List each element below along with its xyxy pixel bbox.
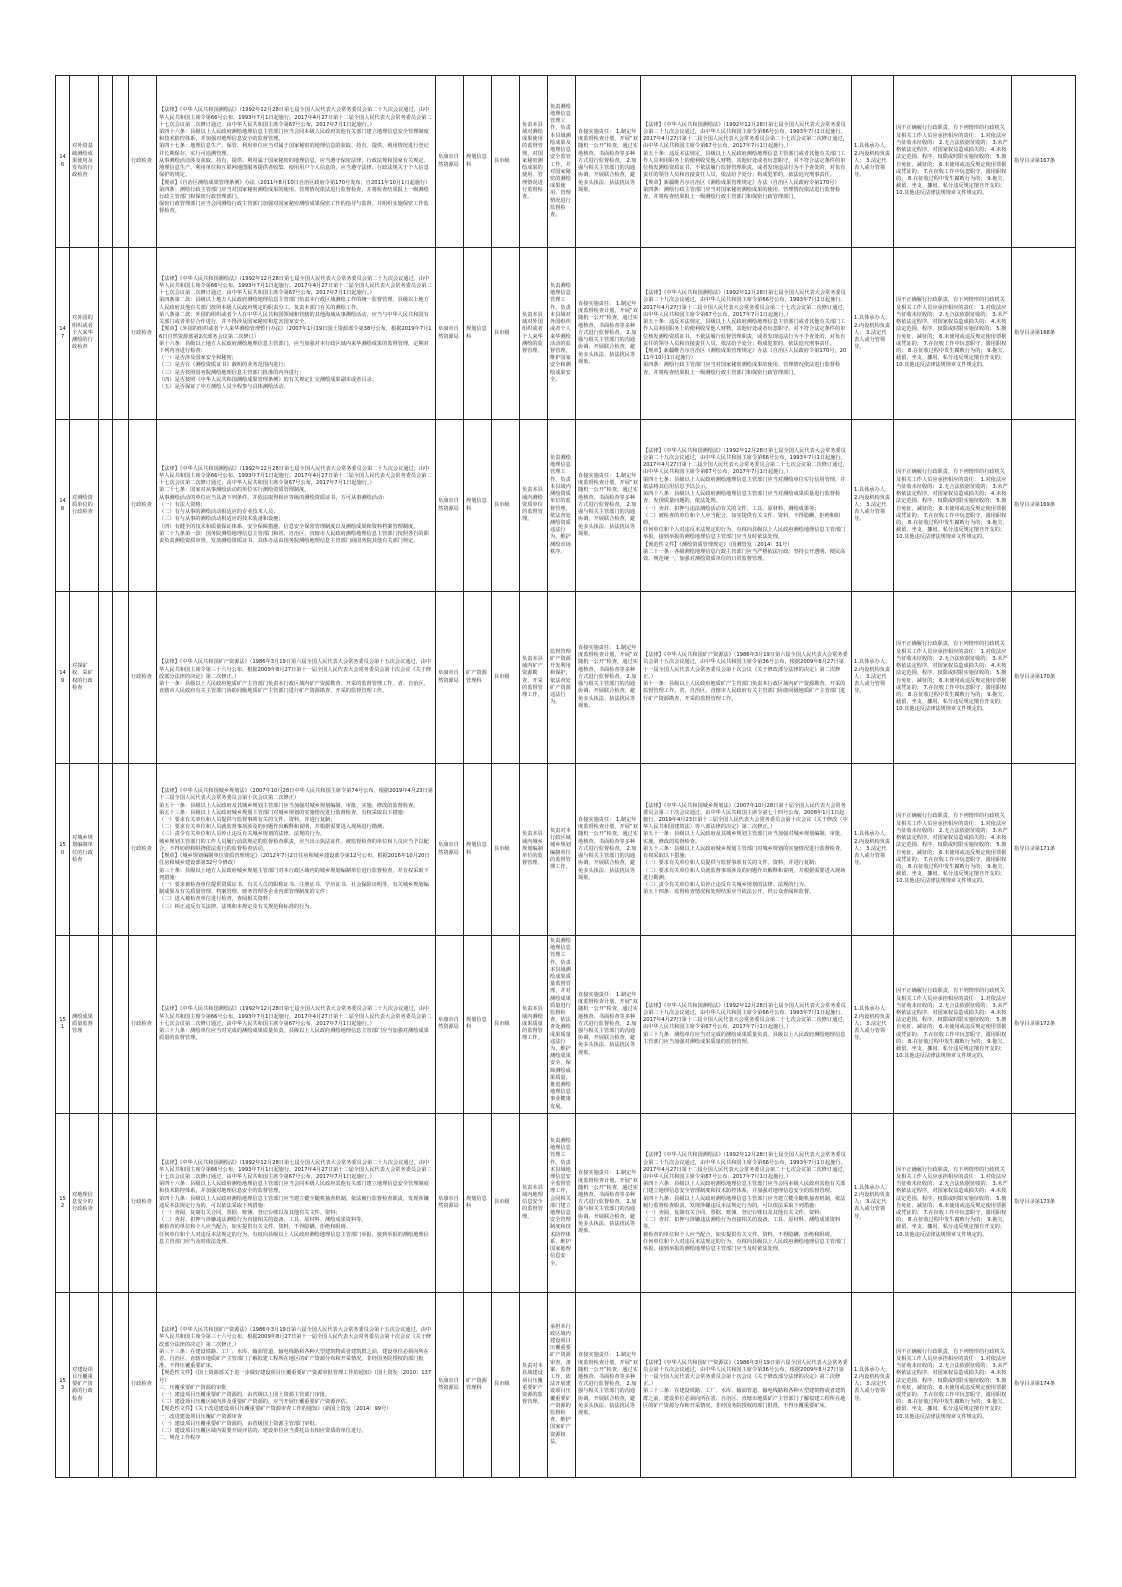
office: 规划信息科 [464,76,492,248]
office: 规划信息科 [464,936,492,1114]
row-number: 151 [56,936,70,1114]
accountability-basis: 【法律】《中华人民共和国测绘法》（1992年12月28日第七届全国人民代表大会常务委员会第二十九次会议通过，由中华人民共和国主席令第66号公布，1993年7月1日起施行。2017年4月27日第十二届全国人民代表大会常务委员会第二十七次会议第二次修订通过，由中华人民共和国主席令第67号公布，2017年7月1日起施行。） 第五十条：违反本法规定，县级以上人民政府测绘地理信息主管部门或者其他有关部门工作人员利用职务上的便利收受他人财物，其他好处或者玩忽职守，对不符合法定条件的单位核发测绘资质证书，不依法履行监督管理职责，或者发现违法行为不予查处的，对负有责任的领导人员和直接责任人员，依法给予处分；构成犯罪的，依法追究刑事责任。 【规章】新疆维吾尔自治区《测绘成果管理规定》办法（自治区人民政府令第170号） 第四条：测绘行政主管部门应当对国家秘密测绘成果的使用、管理情况依法进行监督检查，并将检查结果报上一级测绘行政主管部门和保密行政管理部门。 [641,76,852,248]
row-number: 148 [56,420,70,592]
item-name: 对城乡规划编制单位的行政检查 [70,764,99,936]
power-type: 行政检查 [129,764,157,936]
catalog-reference: 指导目录第171条 [1012,764,1076,936]
table-row [56,248,1076,420]
table-row [56,1292,1076,1477]
row-number: 150 [56,764,70,936]
table-body [56,76,1076,1478]
responsibility: 负责测绘地理信息管理工作，负责本县域对外国组织或者个人来华测绘活动的监督管理，维护国家安全和测绘成果安全。 [548,248,576,420]
responsibility: 监督管理矿产资源开发利用和保护，依法查处矿产资源违法行为。 [548,592,576,764]
sub-item-cell [99,76,113,248]
implementation-duty: 直接实施责任： 1.制定年度监督检查计划，开展“双随机一公开”检查，通过实地核查、书面检查等多种方式进行监督检查。 2.加强与相关主管部门的沟通协调，开展联合检查，避免多头执法、执法扰民等现象。 [576,592,641,764]
sub-item-cell [99,1292,113,1477]
sub-item-cell [99,420,113,592]
catalog-reference: 指导目录第167条 [1012,76,1076,248]
responsible-persons: 1.具体承办人； 2.内设机构负责人； 3.法定代表人或分管领导。 [852,936,894,1114]
row-number: 153 [56,1292,70,1477]
catalog-reference: 指导目录第170条 [1012,592,1076,764]
power-type: 行政检查 [129,592,157,764]
item-name: 对测绘资质单位的行政检查 [70,420,99,592]
accountability-basis: 【法律】《中华人民共和国测绘法》（1992年12月28日第七届全国人民代表大会常务委员会第二十九次会议通过，由中华人民共和国主席令第66号公布，1993年7月1日起施行。2017年4月27日第十二届全国人民代表大会常务委员会第二十七次会议第二次修订通过，由中华人民共和国主席令第67号公布，2017年7月1日起施行。） 第四十七条：县级以上人民政府测绘地理信息主管部门应当对测绘单位实行信用管理，并依法将其信用信息予以公示。 第四十八条：县级以上人民政府测绘地理信息主管部门应当对测绘成果质量进行监督检查，发现质量问题的，依法处理。 （一）查封、扣押与违法测绘活动有关的文件、工具、原材料、测绘成果等； （二）被检查的单位和个人应当配合，如实提供有关文件、资料，不得隐瞒、拒绝和阻碍。 任何单位和个人对违反本法规定的行为，有权向县级以上人民政府测绘地理信息主管部门举报。接到举报的测绘地理信息主管部门应当及时依法处理。 【规范性文件】《测绘资质管理规定》（国测管发〔2014〕31号） 第二十一条：各级测绘地理信息行政主管部门应当严格依法行政，坚持公开透明、便民高效、规范统一，加强对测绘资质单位的日常监督管理。 [641,420,852,592]
department: 阜康市自然资源局 [436,1292,464,1477]
code-cell [113,1113,129,1292]
legal-basis: 【法律】《中华人民共和国测绘法》（1992年12月28日第七届全国人民代表大会常务委员会第二十九次会议通过，由中华人民共和国主席令第66号公布，1993年7月1日起施行。2017年4月27日第十二届全国人民代表大会常务委员会第二十七次会议第二次修订通过，由中华人民共和国主席令第67号公布，2017年7月1日起施行。） 第四十六条：县级以上人民政府测绘地理信息主管部门应当会同本级人民政府其他有关部门建立地理信息安全管理制度和技术防控体系，并加强对地理信息安全的监督管理。 第四十九条：县级以上人民政府测绘地理信息主管部门应当建立健全随机抽查机制，依法履行监督检查职责，发现涉嫌违反本法规定行为的，可以依法采取下列措施： （一）查阅、复制有关合同、票据、账簿、登记台账以及其他有关文件、资料； （二）查封、扣押与涉嫌违法测绘行为直接相关的设备、工具、原材料、测绘成果资料等。 被检查的单位和个人应当配合，如实提供有关文件、资料，不得隐瞒、拒绝和阻碍。 任何单位和个人对违反本法规定的行为，有权向县级以上人民政府测绘地理信息主管部门举报。接到举报的测绘地理信息主管部门应当及时依法处理。 [157,1113,436,1292]
accountability-basis: 【法律】《中华人民共和国矿产资源法》（1986年3月19日第六届全国人民代表大会常务委员会第十五次会议通过，由中华人民共和国主席令第36号公布，根据2009年8月27日第十一届全国人民代表大会常务委员会第十次会议《关于修改部分法律的决定》第二次修正。） 第十一条：县级以上人民政府地质矿产主管部门负责本行政区域内矿产资源勘查、开采的监督管理工作。省、自治区、直辖市人民政府有关主管部门协助同级地质矿产主管部门进行矿产资源勘查、开采的监督管理工作。 [641,592,852,764]
responsibility: 负责测绘地理信息管理工作，负责本县域测绘成果及地理信息安全监管工作，并对国家秘密的测绘成果使用、管理情况进行监督检查。 [548,76,576,248]
code-cell [113,936,129,1114]
catalog-reference: 指导目录第168条 [1012,248,1076,420]
legal-basis: 【法律】《中华人民共和国测绘法》（1992年12月28日第七届全国人民代表大会常务委员会第二十九次会议通过，由中华人民共和国主席令第66号公布，1993年7月1日起施行。2017年4月27日第十二届全国人民代表大会常务委员会第二十七次会议第二次修订通过，由中华人民共和国主席令第67号公布，2017年7月1日起施行。） 第四条第二款：县级以上地方人民政府测绘地理信息主管部门负责本行政区域测绘工作的统一监督管理，县级以上地方人民政府其他有关部门按照本级人民政府规定的职责分工，负责本部门有关的测绘工作。 第八条第二款：外国的组织或者个人在中华人民共和国领域和管辖的其他海域从事测绘活动，应当与中华人民共和国有关部门或者单位合作进行，并不得涉及国家秘密和危害国家安全。 【规章】《外国的组织或者个人来华测绘管理暂行办法》（2007年1月19日国土资源部令第38号公布，根据2019年7月16日自然资源部第2次部务会议第二次修订） 第十六条：县级以上地方人民政府测绘地理信息主管部门，应当加强对本行政区域内来华测绘成果的监督管理，定期对下列内容进行检查： （一）是否涉及国家安全和秘密； （二）是否在《测绘资质证书》载明的业务范围内进行； （三）是否按照国务院测绘地理信息主管部门批准的内容进行； （四）是否按照《中华人民共和国测绘成果管理条例》的有关规定汇交测绘成果副本或者目录； （五）是否保证了中方测绘人员全程参与具体测绘活动。 [157,248,436,420]
responsible-persons: 1.具体承办人； 2.内设机构负责人； 3.法定代表人或分管领导。 [852,592,894,764]
power-type: 行政检查 [129,420,157,592]
row-number: 152 [56,1113,70,1292]
row-number: 147 [56,248,70,420]
accountability-cases: 因不正确履行行政职责，有下列情形的行政机关及相关工作人员应承担相应的责任： 1.对依法应当征收未征收的； 2.无合法依据征收的； 3.未严格依法定程序，对国家权益造成损失的； 4.未按法定范围、程序、权限或时限实施征收的； 5.擅自免征、减征的； 6.未使用或违反规定使用票据或凭证的； 7.在征收工作中玩忽职守、滥用职权的； 8.在征收过程中发生腐败行为的； 9.拖欠、截留、坐支、挪用、私分违反规定擅自开支的； 10.其他违反法律法规规章文件规定的。 [894,936,1012,1114]
power-type: 行政检查 [129,1292,157,1477]
department: 阜康市自然资源局 [436,248,464,420]
duty-description: 负责本县域内地理信息安全的监督管理。 [520,1113,548,1292]
power-type: 行政检查 [129,1113,157,1292]
code-cell [113,1292,129,1477]
level: 县市级 [492,1292,520,1477]
responsibility: 负责对本行政区域城乡规划编制单位的监督管理工作。 [548,764,576,936]
implementation-duty: 直接实施责任： 1.制定年度监督检查计划，开展“双随机一公开”检查，通过实地核查、书面检查等多种方式进行监督检查。 2.加强与相关主管部门的沟通协调，开展联合检查，避免多头执法、执法扰民等现象。 [576,76,641,248]
level: 县市级 [492,936,520,1114]
duty-description: 负责本县域内矿产资源勘查、开采的监督管理工作。 [520,592,548,764]
item-name: 对建设项目压覆重要矿产资源的行政检查 [70,1292,99,1477]
department: 阜康市自然资源局 [436,1113,464,1292]
responsible-persons: 1.具体承办人； 2.内设机构负责人； 3.法定代表人或分管领导。 [852,248,894,420]
code-cell [113,76,129,248]
catalog-reference: 指导目录第173条 [1012,1113,1076,1292]
implementation-duty: 直接实施责任： 1.制定年度监督检查计划，开展“双随机一公开”检查，通过实地核查、书面检查等多种方式进行监督检查。 2.加强与相关主管部门的沟通协调，开展联合检查，避免多头执法、执法扰民等现象。 [576,1292,641,1477]
responsible-persons: 1.具体承办人； 2.内设机构负责人； 3.法定代表人或分管领导。 [852,764,894,936]
legal-basis: 【法律】《中华人民共和国城乡规划法》（2007年10月28日中华人民共和国主席令第74号公布，根据2019年4月23日第十三届全国人民代表大会常务委员会第十次会议第二次修正） 第五十一条：县级以上人民政府及其城乡规划主管部门应当加强对城乡规划编制、审批、实施、修改的监督检查。 第五十三条：县级以上人民政府城乡规划主管部门对城乡规划的实施情况进行监督检查，有权采取以下措施： （一）要求有关单位和人员提供与监督事项有关的文件、资料，并进行复制； （二）要求有关单位和人员就监督事项涉及的问题作出解释和说明，并根据需要进入现场进行勘测； （三）责令有关单位和人员停止违反有关城乡规划的法律、法规的行为。 城乡规划主管部门的工作人员履行前款规定的监督检查职责，应当出示执法证件。被监督检查的单位和人员应当予以配合，不得妨碍和阻挠依法进行的监督检查活动。 【规章】《城乡规划编制单位资质管理规定》（2012年7月2日住房和城乡建设部令第12号公布，根据2016年10月20日住房和城乡建设部第32号令修改） 第三十条：县级以上地方人民政府城乡规划主管部门对本行政区域内的城乡规划编制单位进行监督检查，并有权采取下列措施： （一）要求被检查单位提供资质证书、有关人员的职称证书、注册证书、学历证书、社会保险证明等，有关城乡规划编制成果及有关质量管理、档案管理、财务管理等企业内部管理制度的文件； （二）进入被检查单位进行检查，查阅相关资料； （三）纠正违反有关法律、法规和本规定及有关规范和标准的行为。 [157,764,436,936]
sub-item-cell [99,1113,113,1292]
code-cell [113,420,129,592]
item-name: 对外国的组织或者个人来华测绘的行政检查 [70,248,99,420]
catalog-reference: 指导目录第174条 [1012,1292,1076,1477]
level: 县市级 [492,420,520,592]
implementation-duty: 直接实施责任： 1.制定年度监督检查计划，开展“双随机一公开”检查，通过实地核查、书面检查等多种方式进行监督检查。 2.加强与相关主管部门的沟通协调，开展联合检查，避免多头执法、执法扰民等现象。 [576,1113,641,1292]
responsible-persons: 1.具体承办人； 2.内设机构负责人； 3.法定代表人或分管领导。 [852,420,894,592]
implementation-duty: 直接实施责任： 1.制定年度监督检查计划，开展“双随机一公开”检查，通过实地核查、书面检查等多种方式进行监督检查。 2.加强与相关主管部门的沟通协调，开展联合检查，避免多头执法、执法扰民等现象。 [576,420,641,592]
implementation-duty: 直接实施责任： 1.制定年度监督检查计划，开展“双随机一公开”检查，通过实地核查、书面检查等多种方式进行监督检查。 2.加强与相关主管部门的沟通协调，开展联合检查，避免多头执法、执法扰民等现象。 [576,936,641,1114]
level: 县市级 [492,248,520,420]
accountability-cases: 因不正确履行行政职责，有下列情形的行政机关及相关工作人员应承担相应的责任： 1.对依法应当征收未征收的； 2.无合法依据征收的； 3.未严格依法定程序，对国家权益造成损失的； 4.未按法定范围、程序、权限或时限实施征收的； 5.擅自免征、减征的； 6.未使用或违反规定使用票据或凭证的； 7.在征收工作中玩忽职守、滥用职权的； 8.在征收过程中发生腐败行为的； 9.拖欠、截留、坐支、挪用、私分违反规定擅自开支的； 10.其他违反法律法规规章文件规定的。 [894,248,1012,420]
accountability-basis: 【法律】《中华人民共和国测绘法》（1992年12月28日第七届全国人民代表大会常务委员会第二十九次会议通过，由中华人民共和国主席令第66号公布，1993年7月1日起施行。2017年4月27日第十二届全国人民代表大会常务委员会第二十七次会议第二次修订通过，由中华人民共和国主席令第67号公布，2017年7月1日起施行。） 第三十九条：测绘单位应当对完成的测绘成果质量负责。县级以上人民政府测绘地理信息主管部门应当加强对测绘成果质量的监督管理。 [641,936,852,1114]
responsibility: 负责测绘地理信息管理工作，负责本县域地理信息安全监督管理工作，会同相关部门建立地理信息安全管理制度和技术防控体系，维护国家地理信息安全。 [548,1113,576,1292]
table-row [56,592,1076,764]
row-number: 149 [56,592,70,764]
sub-item-cell [99,248,113,420]
duty-description: 负责对本县域建设项目压覆重要矿产资源的监督管理。 [520,1292,548,1477]
duty-description: 负责本县域内城乡规划编制单位的监督管理。 [520,764,548,936]
office: 规划信息科 [464,764,492,936]
item-name: 对探矿权、采矿权的行政检查 [70,592,99,764]
accountability-basis: 【法律】《中华人民共和国城乡规划法》（2007年10月28日第十届全国人民代表大会常务委员会第三十次会议通过，由中华人民共和国主席令第七十四号公布，2008年1月1日起施行，2019年4月23日第十三届全国人民代表大会常务委员会第十次会议《关于修改〈中华人民共和国建筑法〉等八部法律的决定》第二次修正。） 第五十一条：县级以上人民政府及其城乡规划主管部门应当加强对城乡规划编制、审批、实施、修改的监督检查。 第五十三条：县级以上人民政府城乡规划主管部门对城乡规划的实施情况进行监督检查，有权采取以下措施： （一）要求有关单位和人员提供与监督事项有关的文件、资料，并进行复制； （二）要求有关单位和人员就监督事项涉及的问题作出解释和说明，并根据需要进入现场进行勘测； （三）责令有关单位和人员停止违反有关城乡规划的法律、法规的行为。 第五十四条：监督检查情况和处理结果应当依法公开，供公众查阅和监督。 [641,764,852,936]
power-type: 行政检查 [129,248,157,420]
accountability-basis: 【法律】《中华人民共和国测绘法》（1992年12月28日第七届全国人民代表大会常务委员会第二十九次会议通过，由中华人民共和国主席令第66号公布，1993年7月1日起施行。2017年4月27日第十二届全国人民代表大会常务委员会第二十七次会议第二次修订通过，由中华人民共和国主席令第67号公布，2017年7月1日起施行。） 第四十六条：县级以上人民政府测绘地理信息主管部门应当会同本级人民政府其他有关部门建立地理信息安全管理制度和技术防控体系，并加强对地理信息安全的监督管理。 第四十九条：县级以上人民政府测绘地理信息主管部门应当建立健全随机抽查机制，依法履行监督检查职责，发现涉嫌违反本法规定行为的，可以依法采取下列措施： （一）查阅、复制有关合同、票据、账簿、登记台账以及其他有关文件、资料； （二）查封、扣押与涉嫌违法测绘行为直接相关的设备、工具、原材料、测绘成果资料等。 被检查的单位和个人应当配合，如实提供有关文件、资料，不得隐瞒、拒绝和阻碍。 任何单位和个人对违反本法规定的行为，有权向县级以上人民政府测绘地理信息主管部门举报。接到举报的测绘地理信息主管部门应当及时依法处理。 [641,1113,852,1292]
responsibility: 承担本行政区域内建设项目压覆重要矿产资源审查、备案、监督工作，依法开展建设项目压覆重要矿产资源的监督检查，维护国家矿产资源权益。 [548,1292,576,1477]
table-row [56,936,1076,1114]
power-type: 行政检查 [129,76,157,248]
item-name: 对地理信息安全的行政检查 [70,1113,99,1292]
office: 规划信息科 [464,1113,492,1292]
implementation-duty: 直接实施责任： 1.制定年度监督检查计划，开展“双随机一公开”检查，通过实地核查、书面检查等多种方式进行监督检查。 2.加强与相关主管部门的沟通协调，开展联合检查，避免多头执法、执法扰民等现象。 [576,248,641,420]
legal-basis: 【法律】《中华人民共和国矿产资源法》（1986年3月19日第六届全国人民代表大会常务委员会第十五次会议通过，由中华人民共和国主席令第三十六号公布，根据2009年8月27日第十一届全国人民代表大会常务委员会第十次会议《关于修改部分法律的决定》第二次修正。） 第三十三条：在建设铁路、工厂、水库、输油管道、输电线路和各种大型建筑物或者建筑群之前，建设单位必须向所在省、自治区、直辖市地质矿产主管部门了解拟建工程所在地区的矿产资源分布和开采情况。非经国务院授权的部门批准，不得压覆重要矿床。 【规范性文件】《国土资源部关于进一步做好建设项目压覆重要矿产资源审批管理工作的通知》（国土资发〔2010〕137号） 三、压覆重要矿产资源的审批 （一）建设项目压覆重要矿产资源的，由省级以上国土资源主管部门审批。 （二）建设项目压覆区域内涉及重要矿产资源的，应当开展压覆重要矿产资源评估。 【规范性文件】《关于改进建设项目压覆重要矿产资源审查工作的通知》（新国土资发〔2014〕99号） 一、改进建设项目压覆矿产资源审查 （一）建设项目压覆重要矿产资源的，由省级国土资源主管部门审批。 （二）建设项目压覆区域内需要开展评估的，建设单位应当委托具有相应资质的单位进行。 二、规范工作程序 [157,1292,436,1477]
legal-basis: 【法律】《中华人民共和国测绘法》（1992年12月28日第七届全国人民代表大会常务委员会第二十九次会议通过，由中华人民共和国主席令第66号公布，1993年7月1日起施行。2017年4月27日第十二届全国人民代表大会常务委员会第二十七次会议第二次修订通过，由中华人民共和国主席令第67号公布，2017年7月1日起施行。） 第四十六条：县级以上人民政府测绘地理信息主管部门应当会同本级人民政府其他有关部门建立地理信息安全管理制度和技术防控体系，并加强对地理信息安全的监督管理。 第四十七条：地理信息生产、保管、利用单位应当对属于国家秘密的地理信息的获取、持有、提供、利用情况进行登记并长期保存，实行可追溯管理。 从事测绘活动涉及获取、持有、提供、利用属于国家秘密的地理信息，应当遵守保密法律、行政法规和国家有关规定。 地理信息生产、利用单位和互联网地图服务提供者收集、使用用户个人信息的，应当遵守法律、行政法规关于个人信息保护的规定。 【规章】《自治区测绘成果管理条例》办法（2011年8月10日自治区政府令第170号发布，自2011年10月1日起施行） 第四条：测绘行政主管部门应当对国家秘密测绘成果的使用、管理情况依法进行监督检查，并将检查结果报上一级测绘行政主管部门和保密行政管理部门。 保密行政管理部门应当会同测绘行政主管部门加强对国家秘密测绘成果保密工作的指导与监督，并组织实施保密工作监督检查。 [157,76,436,248]
implementation-duty: 直接实施责任： 1.制定年度监督检查计划，开展“双随机一公开”检查，通过实地核查、书面检查等多种方式进行监督检查。 2.加强与相关主管部门的沟通协调，开展联合检查，避免多头执法、执法扰民等现象。 [576,764,641,936]
accountability-cases: 因不正确履行行政职责，有下列情形的行政机关及相关工作人员应承担相应的责任： 1.对依法应当征收未征收的； 2.无合法依据征收的； 3.未严格依法定程序，对国家权益造成损失的； 4.未按法定范围、程序、权限或时限实施征收的； 5.擅自免征、减征的； 6.未使用或违反规定使用票据或凭证的； 7.在征收工作中玩忽职守、滥用职权的； 8.在征收过程中发生腐败行为的； 9.拖欠、截留、坐支、挪用、私分违反规定擅自开支的； 10.其他违反法律法规规章文件规定的。 [894,1113,1012,1292]
sub-item-cell [99,764,113,936]
duty-description: 负责本县域对测绘成果使用的监督管理，对国家秘密测绘成果的使用、管理情况进行监督检查。 [520,76,548,248]
accountability-cases: 因不正确履行行政职责，有下列情形的行政机关及相关工作人员应承担相应的责任： 1.对依法应当征收未征收的； 2.无合法依据征收的； 3.未严格依法定程序，对国家权益造成损失的； 4.未按法定范围、程序、权限或时限实施征收的； 5.擅自免征、减征的； 6.未使用或违反规定使用票据或凭证的； 7.在征收工作中玩忽职守、滥用职权的； 8.在征收过程中发生腐败行为的； 9.拖欠、截留、坐支、挪用、私分违反规定擅自开支的； 10.其他违反法律法规规章文件规定的。 [894,764,1012,936]
responsible-persons: 1.具体承办人； 2.内设机构负责人； 3.法定代表人或分管领导。 [852,1113,894,1292]
accountability-cases: 因不正确履行行政职责，有下列情形的行政机关及相关工作人员应承担相应的责任： 1.对依法应当征收未征收的； 2.无合法依据征收的； 3.未严格依法定程序，对国家权益造成损失的； 4.未按法定范围、程序、权限或时限实施征收的； 5.擅自免征、减征的； 6.未使用或违反规定使用票据或凭证的； 7.在征收工作中玩忽职守、滥用职权的； 8.在征收过程中发生腐败行为的； 9.拖欠、截留、坐支、挪用、私分违反规定擅自开支的； 10.其他违反法律法规规章文件规定的。 [894,592,1012,764]
table-row [56,1113,1076,1292]
department: 阜康市自然资源局 [436,936,464,1114]
responsible-persons: 1.具体承办人； 2.内设机构负责人； 3.法定代表人或分管领导。 [852,1292,894,1477]
department: 阜康市自然资源局 [436,592,464,764]
level: 县市级 [492,764,520,936]
legal-basis: 【法律】《中华人民共和国矿产资源法》（1986年3月19日第六届全国人民代表大会常务委员会第十五次会议通过，由中华人民共和国主席令第三十六号公布，根据2009年8月27日第十一届全国人民代表大会常务委员会第十次会议《关于修改部分法律的决定》第二次修正。） 第十一条：县级以上人民政府地质矿产主管部门负责本行政区域内矿产资源勘查、开采的监督管理工作。省、自治区、直辖市人民政府有关主管部门协助同级地质矿产主管部门进行矿产资源勘查、开采的监督管理工作。 [157,592,436,764]
responsible-persons: 1.具体承办人； 2.内设机构负责人； 3.法定代表人或分管领导。 [852,76,894,248]
power-type: 行政检查 [129,936,157,1114]
department: 阜康市自然资源局 [436,764,464,936]
code-cell [113,764,129,936]
accountability-cases: 因不正确履行行政职责，有下列情形的行政机关及相关工作人员应承担相应的责任： 1.对依法应当征收未征收的； 2.无合法依据征收的； 3.未严格依法定程序，对国家权益造成损失的； 4.未按法定范围、程序、权限或时限实施征收的； 5.擅自免征、减征的； 6.未使用或违反规定使用票据或凭证的； 7.在征收工作中玩忽职守、滥用职权的； 8.在征收过程中发生腐败行为的； 9.拖欠、截留、坐支、挪用、私分违反规定擅自开支的； 10.其他违反法律法规规章文件规定的。 [894,1292,1012,1477]
responsibility: 负责测绘地理信息管理工作，负责本县域内测绘资质单位的监督管理，依法查处测绘资质违法行为，维护测绘市场秩序。 [548,420,576,592]
level: 县市级 [492,592,520,764]
office: 矿产资源管理科 [464,1292,492,1477]
level: 县市级 [492,76,520,248]
accountability-basis: 【法律】《中华人民共和国矿产资源法》（1986年3月19日第六届全国人民代表大会常务委员会第十五次会议通过，由中华人民共和国主席令第36号公布，根据2009年8月27日第十一届全国人民代表大会常务委员会第十次会议《关于修改部分法律的决定》第二次修正。） 第三十三条：在建设铁路、工厂、水库、输油管道、输电线路和各种大型建筑物或者建筑群之前，建设单位必须向所在省、自治区、直辖市地质矿产主管部门了解拟建工程所在地区的矿产资源分布和开采情况。非经国务院授权的部门批准，不得压覆重要矿床。 [641,1292,852,1477]
sub-item-cell [99,592,113,764]
table-row [56,420,1076,592]
office: 规划信息科 [464,420,492,592]
catalog-reference: 指导目录第172条 [1012,936,1076,1114]
item-name: 测绘成果质量监督管理 [70,936,99,1114]
power-list-table [55,75,1076,1478]
table-row [56,764,1076,936]
row-number: 146 [56,76,70,248]
accountability-basis: 【法律】《中华人民共和国测绘法》（1992年12月28日第七届全国人民代表大会常务委员会第二十九次会议通过，由中华人民共和国主席令第66号公布，1993年7月1日起施行。2017年4月27日第十二届全国人民代表大会常务委员会第二十七次会议第二次修订通过，由中华人民共和国主席令第67号公布，2017年7月1日起施行。） 第五十条：违反本法规定，县级以上人民政府测绘地理信息主管部门或者其他有关部门工作人员利用职务上的便利收受他人财物，其他好处或者玩忽职守，对不符合法定条件的单位核发测绘资质证书，不依法履行监督管理职责，或者发现违法行为不予查处的，对负有责任的领导人员和直接责任人员，依法给予处分；构成犯罪的，依法追究刑事责任。 【规章】新疆维吾尔自治区《测绘成果管理规定》办法（自治区人民政府令第170号，2011年10月1日起施行） 第四条：测绘行政主管部门应当对国家秘密测绘成果的使用、管理情况依法进行监督检查，并将检查结果报上一级测绘行政主管部门和保密行政管理部门。 [641,248,852,420]
legal-basis: 【法律】《中华人民共和国测绘法》（1992年12月28日第七届全国人民代表大会常务委员会第二十九次会议通过，由中华人民共和国主席令第66号公布，1993年7月1日起施行。2017年4月27日第十二届全国人民代表大会常务委员会第二十七次会议第二次修订通过，由中华人民共和国主席令第67号公布，2017年7月1日起施行。） 第三十九条：测绘单位应当对完成的测绘成果质量负责。县级以上人民政府测绘地理信息主管部门应当加强对测绘成果质量的监督管理。 [157,936,436,1114]
accountability-cases: 因不正确履行行政职责，有下列情形的行政机关及相关工作人员应承担相应的责任： 1.对依法应当征收未征收的； 2.无合法依据征收的； 3.未严格依法定程序，对国家权益造成损失的； 4.未按法定范围、程序、权限或时限实施征收的； 5.擅自免征、减征的； 6.未使用或违反规定使用票据或凭证的； 7.在征收工作中玩忽职守、滥用职权的； 8.在征收过程中发生腐败行为的； 9.拖欠、截留、坐支、挪用、私分违反规定擅自开支的； 10.其他违反法律法规规章文件规定的。 [894,76,1012,248]
duty-description: 负责本县域内测绘成果质量的监督管理工作。 [520,936,548,1114]
sub-item-cell [99,936,113,1114]
duty-description: 负责本县域对外国组织或者个人来华测绘的监督管理。 [520,248,548,420]
department: 阜康市自然资源局 [436,420,464,592]
table-row [56,76,1076,248]
department: 阜康市自然资源局 [436,76,464,248]
item-name: 对外资基础测绘成果使用及发布的行政检查 [70,76,99,248]
office: 矿产资源管理科 [464,592,492,764]
legal-basis: 【法律】《中华人民共和国测绘法》（1992年12月28日第七届全国人民代表大会常务委员会第二十九次会议通过，由中华人民共和国主席令第66号公布，1993年7月1日起施行。2017年4月27日第十二届全国人民代表大会常务委员会第二十七次会议第二次修订通过，由中华人民共和国主席令第67号公布，2017年7月1日起施行。） 第二十七条：国家对从事测绘活动的单位实行测绘资质管理制度。 从事测绘活动的单位应当具备下列条件，并依法取得相应等级的测绘资质证书，方可从事测绘活动： （一）有法人资格； （二）有与从事的测绘活动相适应的专业技术人员； （三）有与从事的测绘活动相适应的技术装备和设施； （四）有健全的技术和质量保证体系、安全保障措施、信息安全保密管理制度以及测绘成果和资料档案管理制度。 第二十九条第一款：国务院测绘地理信息主管部门和省、自治区、直辖市人民政府测绘地理信息主管部门按照各自的职责负责测绘资质审查、发放测绘资质证书，具体办法由国务院测绘地理信息主管部门商国务院其他有关部门规定。 [157,420,436,592]
level: 县市级 [492,1113,520,1292]
code-cell [113,592,129,764]
office: 规划信息科 [464,248,492,420]
catalog-reference: 指导目录第169条 [1012,420,1076,592]
duty-description: 负责本县域内测绘资质单位的监督管理。 [520,420,548,592]
responsibility: 负责测绘地理信息管理工作，负责本县域测绘成果质量监督管理，并对测绘成果质量进行监督检查，依法查处测绘成果质量违法行为，维护测绘成果安全，保障测绘成果质量，推进测绘地理信息事业健康发展。 [548,936,576,1114]
accountability-cases: 因不正确履行行政职责，有下列情形的行政机关及相关工作人员应承担相应的责任： 1.对依法应当征收未征收的； 2.无合法依据征收的； 3.未严格依法定程序，对国家权益造成损失的； 4.未按法定范围、程序、权限或时限实施征收的； 5.擅自免征、减征的； 6.未使用或违反规定使用票据或凭证的； 7.在征收工作中玩忽职守、滥用职权的； 8.在征收过程中发生腐败行为的； 9.拖欠、截留、坐支、挪用、私分违反规定擅自开支的； 10.其他违反法律法规规章文件规定的。 [894,420,1012,592]
code-cell [113,248,129,420]
